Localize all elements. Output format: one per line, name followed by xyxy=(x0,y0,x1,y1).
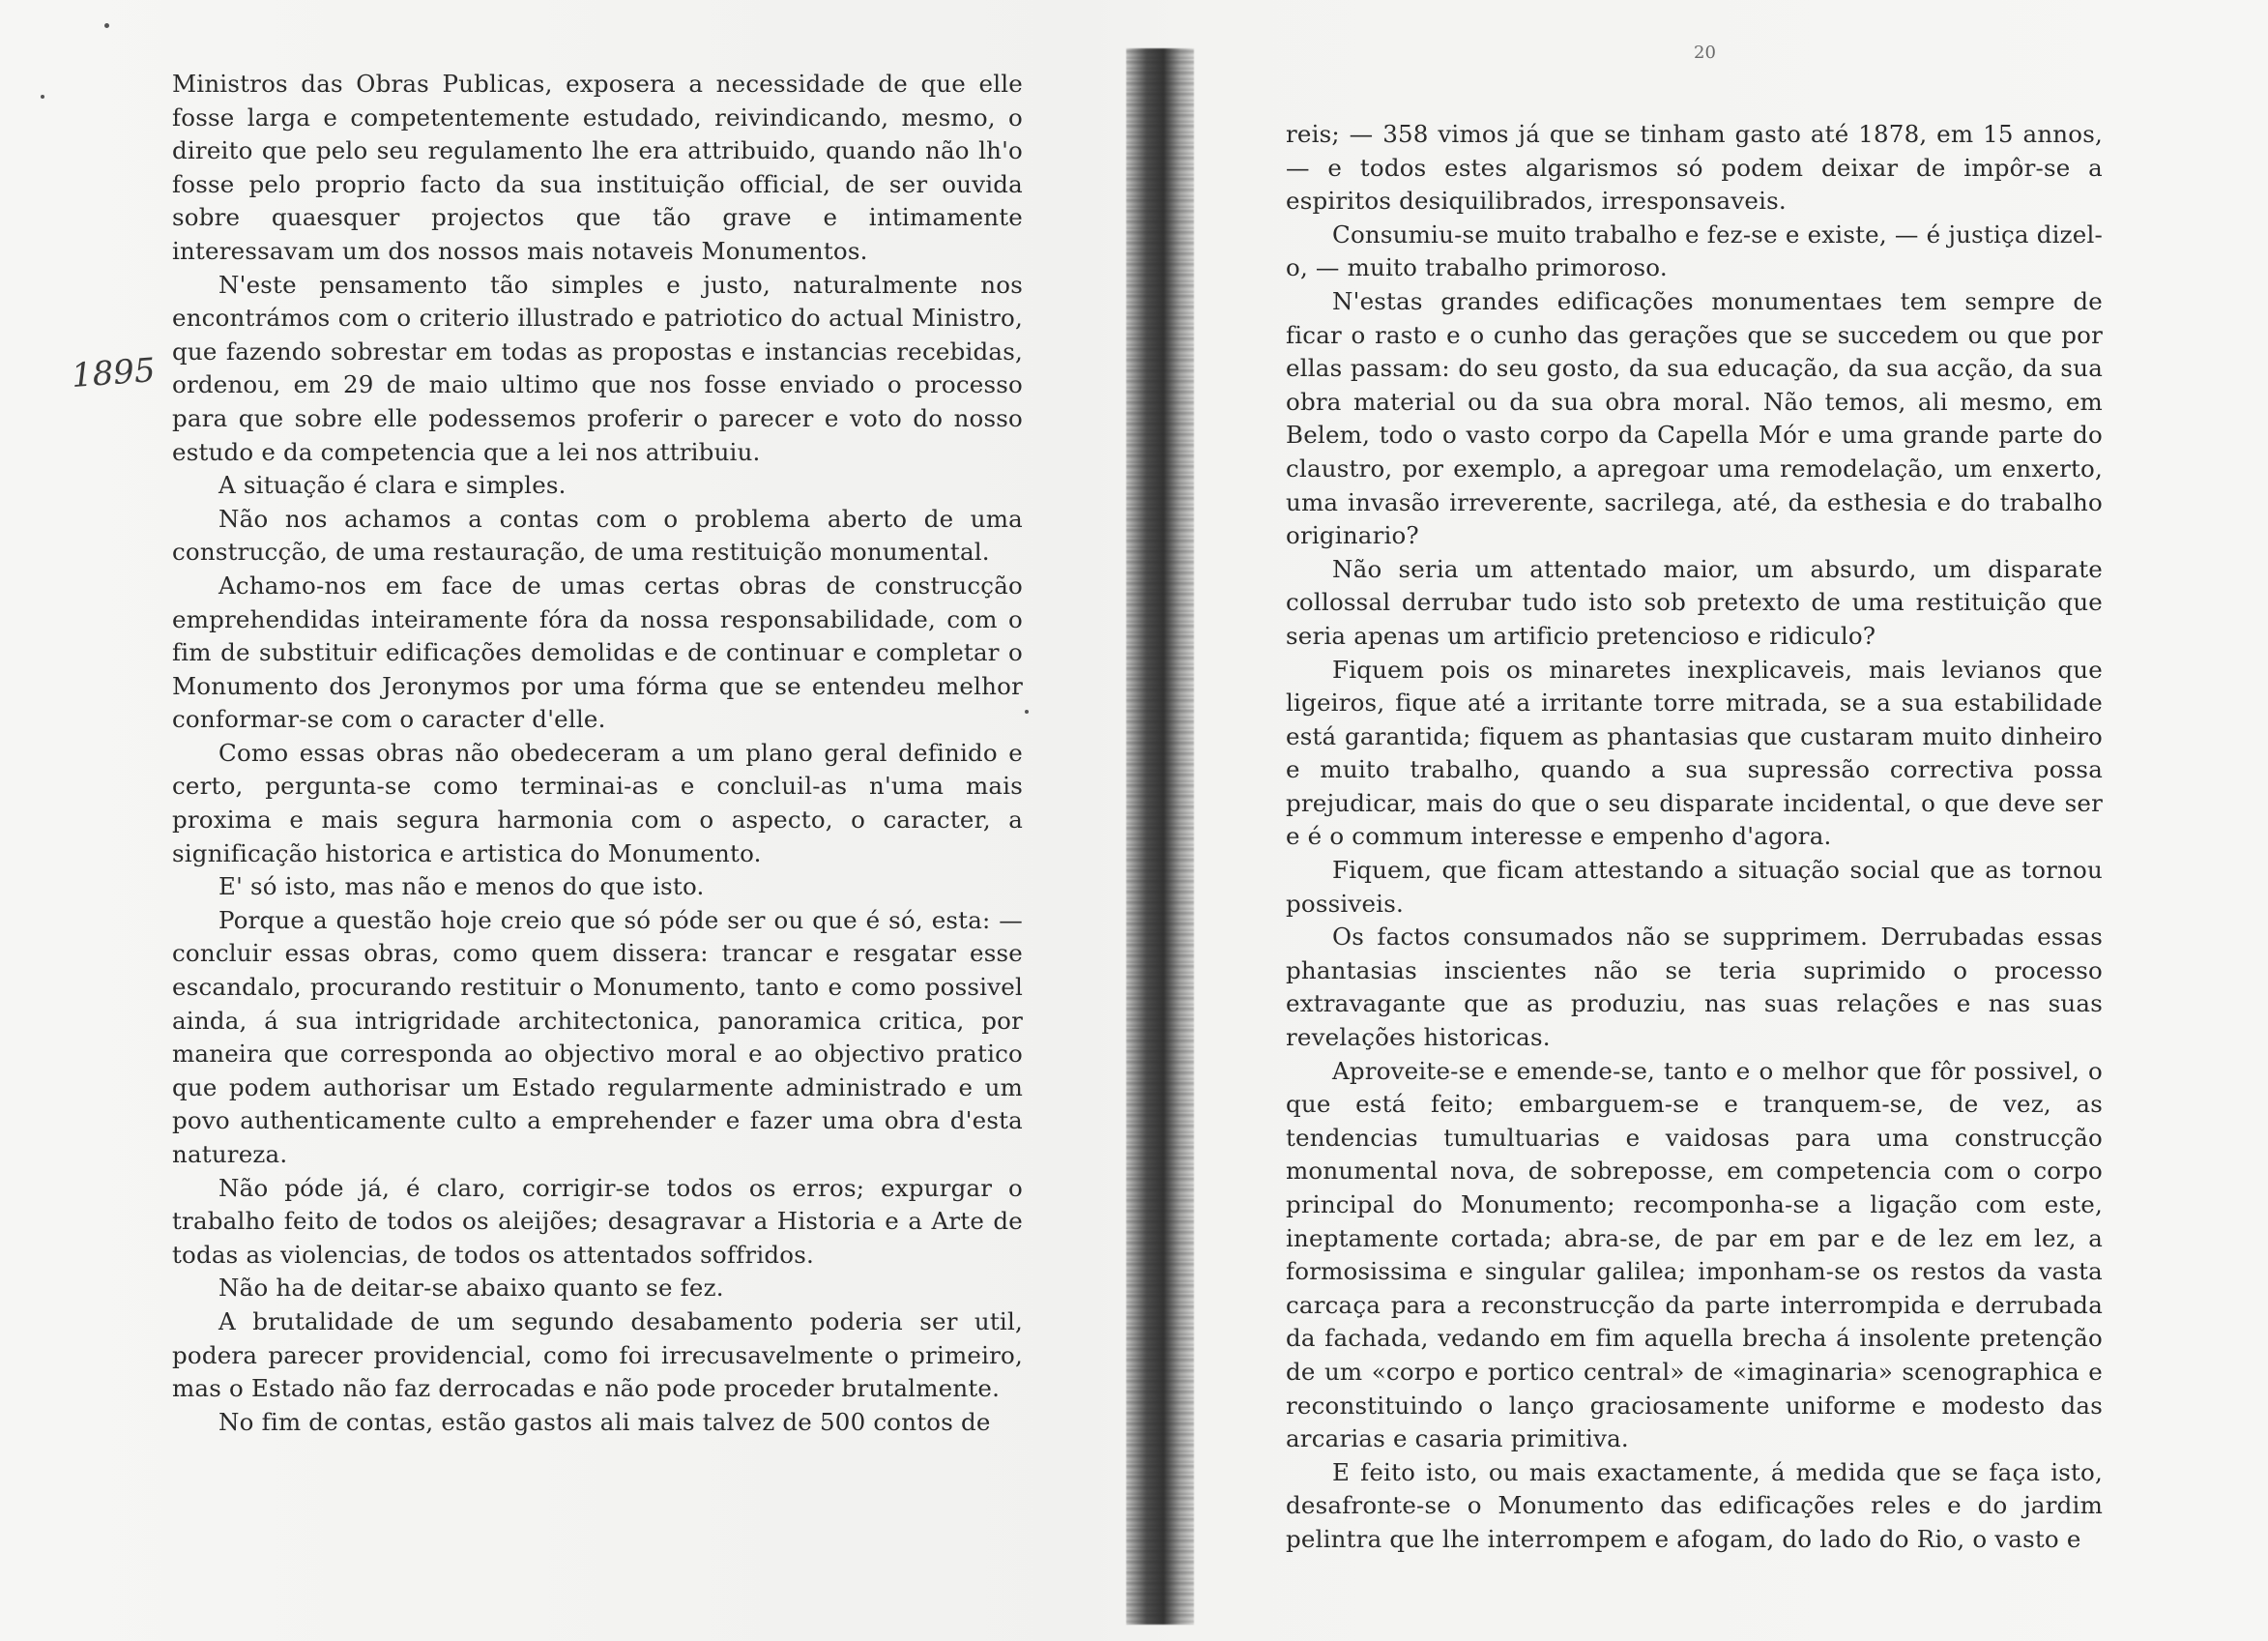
paragraph: A brutalidade de um segundo desabamento poderia ser util, podera parecer providencial, como foi irrecusavelmente o primeiro, mas o Estado não faz derrocadas e não pode proceder brutalmente. xyxy=(172,1306,1023,1403)
margin-annotation: 1895 xyxy=(70,351,157,396)
paragraph: Os factos consumados não se supprimem. Derrubadas essas phantasias inscientes não se teria suprimido o processo extravagante que as produziu, nas suas relações e nas suas revelações historicas. xyxy=(1286,923,2103,1052)
paragraph: Não seria um attentado maior, um absurdo, um disparate collossal derrubar tudo isto sob pretexto de uma restituição que seria apenas um artificio pretencioso e ridiculo? xyxy=(1286,554,2103,650)
paragraph: E feito isto, ou mais exactamente, á medida que se faça isto, desafronte-se o Monumento das edificações reles e do jardim pelintra que lhe interrompem e afogam, do lado do Rio, o vasto e xyxy=(1286,1457,2103,1553)
paragraph: E' só isto, mas não e menos do que isto. xyxy=(218,872,705,901)
paragraph: Ministros das Obras Publicas, exposera a necessidade de que elle fosse larga e competentemente estudado, reivindicando, mesmo, o direito que pelo seu regulamento lhe era attribuido, quando não lh'o fosse pelo proprio facto da sua instituição official, de ser ouvida sobre quaesquer projectos que tão grave e intimamente interessavam um dos nossos mais notaveis Monumentos. xyxy=(172,70,1023,265)
paragraph: Consumiu-se muito trabalho e fez-se e existe, — é justiça dizel-o, — muito trabalho primoroso. xyxy=(1286,220,2103,282)
paragraph: Fiquem, que ficam attestando a situação social que as tornou possiveis. xyxy=(1286,856,2103,918)
paragraph: Não nos achamos a contas com o problema aberto de uma construcção, de uma restauração, de uma restituição monumental. xyxy=(172,504,1023,567)
paragraph: N'estas grandes edificações monumentaes tem sempre de ficar o rasto e o cunho das gerações que se succedem ou que por ellas passam: do seu gosto, da sua educação, da sua acção, da sua obra material ou da sua obra moral. Não temos, ali mesmo, em Belem, todo o vasto corpo da Capella Mór e uma grande parte do claustro, por exemplo, a apregoar uma remodelação, um enxerto, uma invasão irreverente, sacrilega, até, da esthesia e do trabalho originario? xyxy=(1286,286,2103,550)
paragraph: N'este pensamento tão simples e justo, naturalmente nos encontrámos com o criterio illustrado e patriotico do actual Ministro, que fazendo sobrestar em todas as propostas e instancias recebidas, ordenou, em 29 de maio ultimo que nos fosse enviado o processo para que sobre elle podessemos proferir o parecer e voto do nosso estudo e da competencia que a lei nos attribuiu. xyxy=(172,270,1023,466)
paragraph: reis; — 358 vimos já que se tinham gasto até 1878, em 15 annos, — e todos estes algarismos só podem deixar de impôr-se a espiritos desiquilibrados, irresponsaveis. xyxy=(1286,120,2103,216)
paragraph: Não póde já, é claro, corrigir-se todos os erros; expurgar o trabalho feito de todos os aleijões; desagravar a Historia e a Arte de todas as violencias, de todos os attentados soffridos. xyxy=(172,1173,1023,1269)
paragraph: No fim de contas, estão gastos ali mais talvez de 500 contos de xyxy=(218,1407,991,1436)
paragraph: A situação é clara e simples. xyxy=(218,471,567,500)
scan-speck xyxy=(1025,710,1029,714)
paragraph: Fiquem pois os minaretes inexplicaveis, mais levianos que ligeiros, fique até a irritante torre mitrada, se a sua estabilidade está garantida; fiquem as phantasias que custaram muito dinheiro e muito trabalho, quando a sua supressão correctiva possa prejudicar, mais do que o seu disparate incidental, o que deve ser e é o commum interesse e empenho d'agora. xyxy=(1286,655,2103,851)
page-number: 20 xyxy=(1694,43,1716,63)
scan-speck xyxy=(41,95,44,99)
paragraph: Porque a questão hoje creio que só póde ser ou que é só, esta: — concluir essas obras, como quem dissera: trancar e resgatar esse escandalo, procurando restituir o Monumento, tanto e como possivel ainda, á sua intrigridade architectonica, panoramica critica, por maneira que corresponda ao objectivo moral e ao objectivo pratico que podem authorisar um Estado regularmente administrado e um povo authenticamente culto a emprehender e fazer uma obra d'esta natureza. xyxy=(172,905,1023,1168)
paragraph: Aproveite-se e emende-se, tanto e o melhor que fôr possivel, o que está feito; embarguem-se e tranquem-se, de vez, as tendencias tumultuarias e vaidosas para uma construcção monumental nova, de sobreposse, em competencia com o corpo principal do Monumento; recomponha-se a ligação com este, ineptamente cortada; abra-se, de par em par e de lez em lez, a formosissima e singular galilea; imponham-se os restos da vasta carcaça para a reconstrucção da parte interrompida e derrubada da fachada, vedando em fim aquella brecha á insolente pretenção de um «corpo e portico central» de «imaginaria» scenographica e reconstituindo o lanço graciosamente uniforme e modesto das arcarias e casaria primitiva. xyxy=(1286,1056,2103,1453)
paragraph: Não ha de deitar-se abaixo quanto se fez. xyxy=(218,1274,724,1303)
right-page-column xyxy=(1286,118,2103,1557)
left-page-column xyxy=(172,68,1023,1439)
book-gutter xyxy=(1126,48,1194,1625)
paragraph: Como essas obras não obedeceram a um plano geral definido e certo, pergunta-se como terminai-as e concluil-as n'uma mais proxima e mais segura harmonia com o aspecto, o caracter, a significação historica e artistica do Monumento. xyxy=(172,738,1023,867)
scan-speck xyxy=(104,23,109,28)
paragraph: Achamo-nos em face de umas certas obras de construcção emprehendidas inteiramente fóra da nossa responsabilidade, com o fim de substituir edificações demolidas e de continuar e completar o Monumento dos Jeronymos por uma fórma que se entendeu melhor conformar-se com o caracter d'elle. xyxy=(172,571,1023,734)
